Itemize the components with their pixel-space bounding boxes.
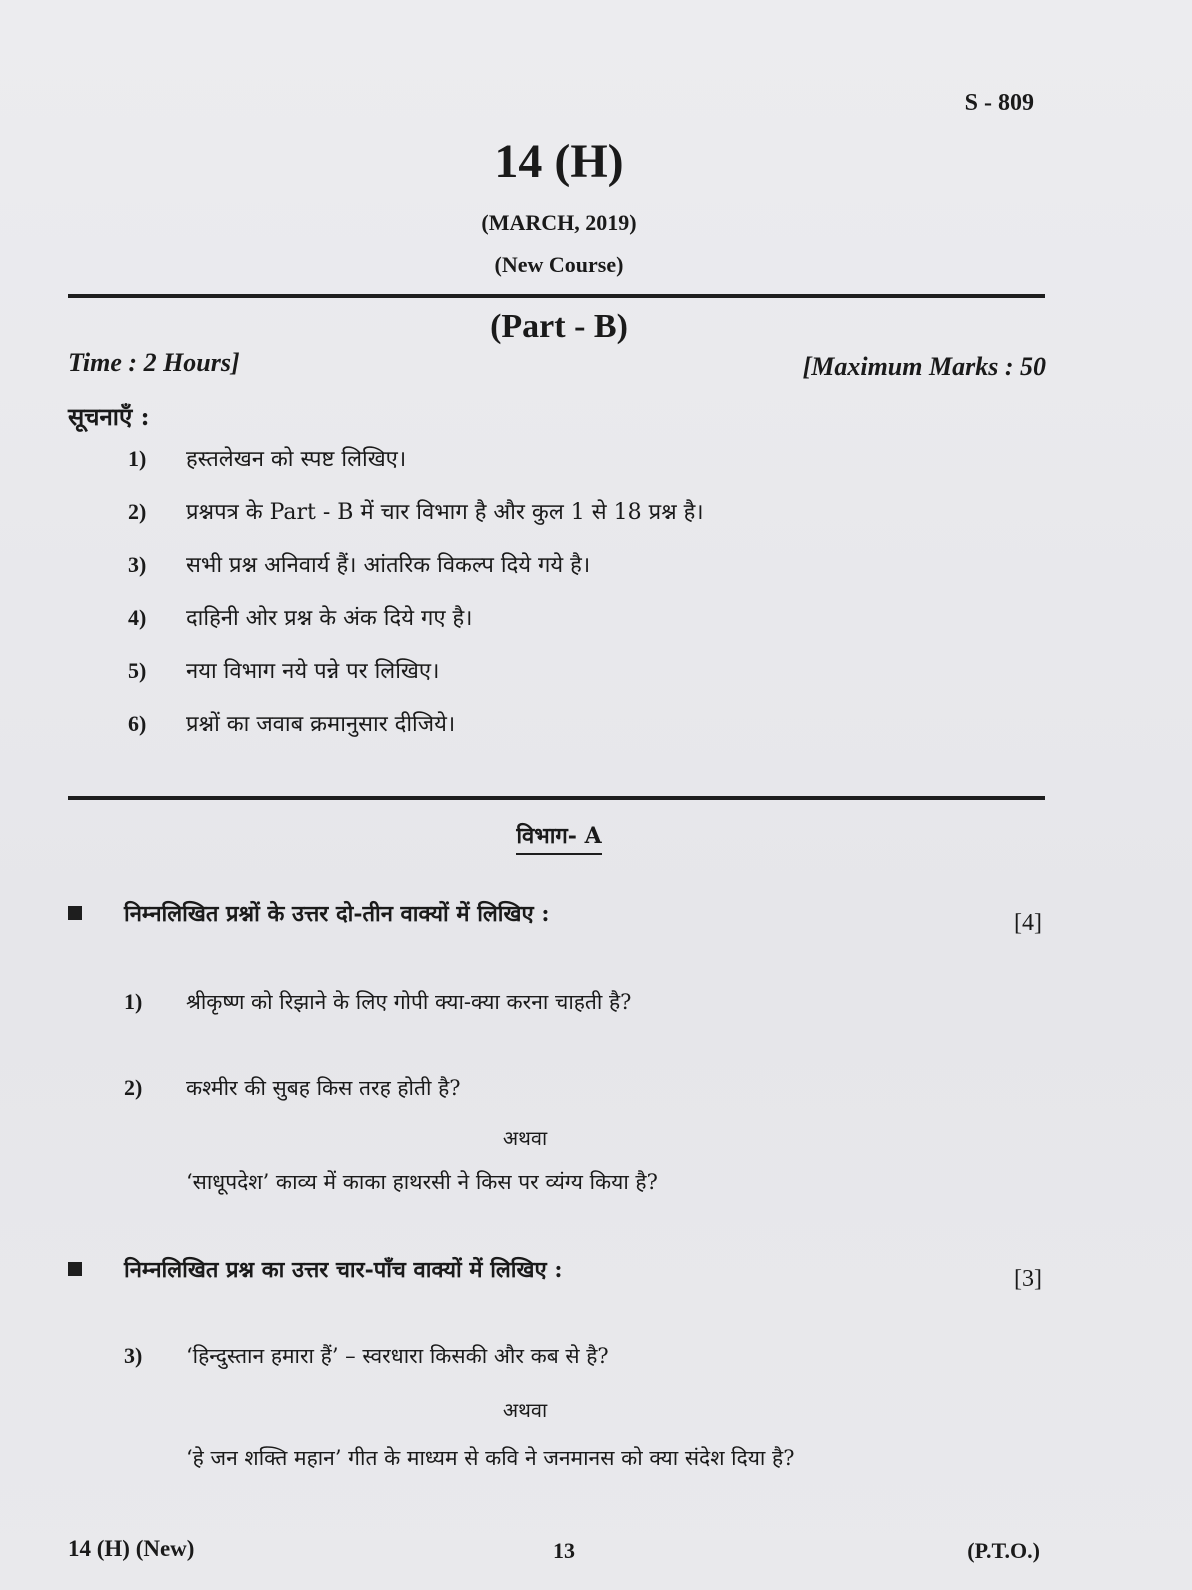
instruction-item: [128, 443, 406, 473]
instruction-text: दाहिनी ओर प्रश्न के अंक दिये गए है।: [186, 606, 473, 631]
bullet-icon: [68, 906, 82, 920]
instruction-item: [128, 496, 704, 526]
or-label: अथवा: [502, 1398, 548, 1422]
question-text: श्रीकृष्ण को रिझाने के लिए गोपी क्या-क्या करना चाहती है?: [186, 990, 632, 1014]
instruction-item: [128, 602, 473, 632]
instruction-number: 4): [128, 605, 147, 630]
instruction-text: हस्तलेखन को स्पष्ट लिखिए।: [186, 447, 407, 472]
instruction-number: 5): [128, 658, 147, 683]
instruction-number: 6): [128, 711, 147, 736]
instruction-text: सभी प्रश्न अनिवार्य हैं। आंतरिक विकल्प दिये गये है।: [186, 553, 591, 578]
question-group-heading: निम्नलिखित प्रश्न का उत्तर चार-पाँच वाक्यों में लिखिए :: [124, 1257, 563, 1283]
top-divider: [68, 294, 1045, 298]
question-number: 3): [124, 1343, 143, 1368]
question-group-heading: निम्नलिखित प्रश्नों के उत्तर दो-तीन वाक्यों में लिखिए :: [124, 901, 550, 927]
paper-code: S - 809: [964, 90, 1034, 116]
section-title-text: विभाग- A: [516, 823, 601, 855]
instructions-heading: सूचनाएँ :: [68, 402, 150, 431]
instruction-item: [128, 655, 439, 685]
question-text: ‘हिन्दुस्तान हमारा हैं’ – स्वरधारा किसकी और कब से है?: [186, 1344, 609, 1368]
max-marks-label: [Maximum Marks : 50: [802, 352, 1046, 381]
question-number: 1): [124, 989, 143, 1014]
instruction-text: नया विभाग नये पन्ने पर लिखिए।: [186, 659, 440, 684]
time-label: Time : 2 Hours]: [68, 348, 240, 377]
instruction-number: 2): [128, 499, 147, 524]
instruction-number: 1): [128, 446, 147, 471]
alternate-question-text: ‘साधूपदेश’ काव्य में काका हाथरसी ने किस पर व्यंग्य किया है?: [186, 1170, 658, 1194]
instruction-number: 3): [128, 552, 147, 577]
section-divider: [68, 796, 1045, 800]
part-title: (Part - B): [490, 308, 628, 345]
question-item: [124, 1074, 460, 1102]
question-text: कश्मीर की सुबह किस तरह होती है?: [186, 1076, 461, 1100]
exam-date: (MARCH, 2019): [481, 210, 637, 235]
bullet-icon: [68, 1262, 82, 1276]
question-item: [124, 1342, 609, 1370]
pto-label: (P.T.O.): [967, 1538, 1040, 1563]
group-marks: [3]: [1014, 1266, 1042, 1292]
footer-subject-code: 14 (H) (New): [68, 1536, 195, 1561]
instruction-text: प्रश्नपत्र के Part - B में चार विभाग है और कुल 1 से 18 प्रश्न है।: [186, 500, 704, 525]
page-number: 13: [553, 1538, 575, 1563]
alternate-question-text: ‘हे जन शक्ति महान’ गीत के माध्यम से कवि ने जनमानस को क्या संदेश दिया है?: [186, 1446, 795, 1470]
instruction-item: [128, 549, 590, 579]
instruction-text: प्रश्नों का जवाब क्रमानुसार दीजिये।: [186, 712, 456, 737]
group-marks: [4]: [1014, 910, 1042, 936]
subject-title: 14 (H): [494, 135, 624, 188]
section-title: [0, 820, 1118, 850]
question-number: 2): [124, 1075, 143, 1100]
question-item: [124, 988, 631, 1016]
or-label: अथवा: [502, 1126, 548, 1150]
instruction-item: [128, 708, 455, 738]
course-label: (New Course): [494, 252, 624, 277]
